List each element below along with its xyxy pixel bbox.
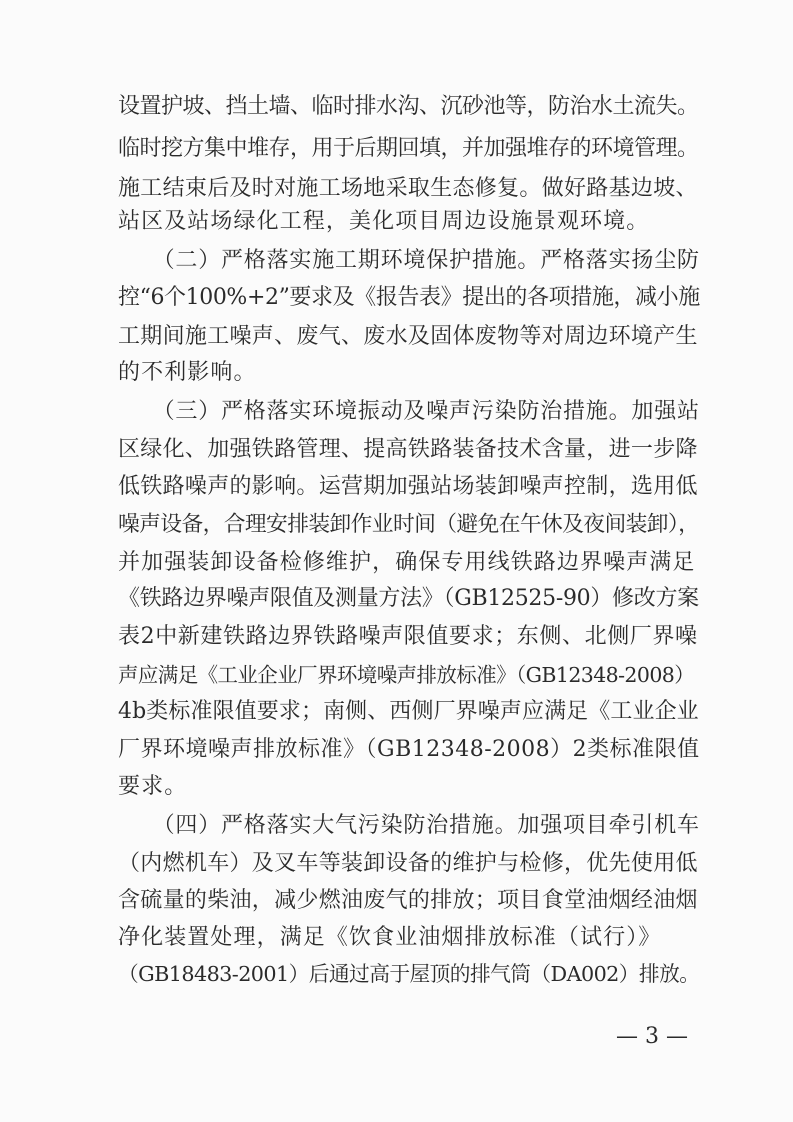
- text-line: 厂界环境噪声排放标准》（GB12348-2008）2类标准限值: [118, 737, 700, 762]
- text-line: 并加强装卸设备检修维护，确保专用线铁路边界噪声满足: [118, 550, 696, 575]
- text-line: 控“6个100%+2”要求及《报告表》提出的各项措施，减小施: [118, 285, 700, 310]
- text-line: 《铁路边界噪声限值及测量方法》（GB12525-90）修改方案: [118, 586, 699, 611]
- text-line: （GB18483-2001）后通过高于屋顶的排气筒（DA002）排放。: [118, 962, 700, 986]
- text-line: 的不利影响。: [118, 360, 257, 385]
- text-line: 表2中新建铁路边界铁路噪声限值要求；东侧、北侧厂界噪: [118, 624, 698, 649]
- text-line: 临时挖方集中堆存，用于后期回填，并加强堆存的环境管理。: [118, 136, 699, 161]
- paragraph-2-heading-line: （二）严格落实施工期环境保护措施。严格落实扬尘防: [118, 248, 700, 273]
- text-line: 区绿化、加强铁路管理、提高铁路装备技术含量，进一步降: [118, 437, 698, 462]
- text-line: 低铁路噪声的影响。运营期加强站场装卸噪声控制，选用低: [118, 474, 698, 499]
- page-number: — 3 —: [616, 1024, 688, 1049]
- text-line: 站区及站场绿化工程，美化项目周边设施景观环境。: [118, 209, 650, 234]
- text-line: 4b类标准限值要求；南侧、西侧厂界噪声应满足《工业企业: [118, 699, 699, 724]
- text-line: 设置护坡、挡土墙、临时排水沟、沉砂池等，防治水土流失。: [118, 94, 699, 119]
- text-line: （内燃机车）及叉车等装卸设备的维护与检修，优先使用低: [118, 851, 698, 876]
- text-line: 工期间施工噪声、废气、废水及固体废物等对周边环境产生: [118, 324, 698, 349]
- text-line: 施工结束后及时对施工场地采取生态修复。做好路基边坡、: [118, 176, 698, 201]
- text-line: 要求。: [118, 774, 188, 799]
- text-line: 含硫量的柴油，减少燃油废气的排放；项目食堂油烟经油烟: [118, 888, 698, 913]
- paragraph-3-heading-line: （三）严格落实环境振动及噪声污染防治措施。加强站: [118, 399, 700, 424]
- text-line: 噪声设备，合理安排装卸作业时间（避免在午休及夜间装卸），: [118, 512, 700, 537]
- text-line: 净化装置处理，满足《饮食业油烟排放标准（试行）》: [118, 925, 662, 950]
- paragraph-4-heading-line: （四）严格落实大气污染防治措施。加强项目牵引机车: [118, 813, 700, 838]
- text-line: 声应满足《工业企业厂界环境噪声排放标准》（GB12348-2008）: [118, 663, 695, 687]
